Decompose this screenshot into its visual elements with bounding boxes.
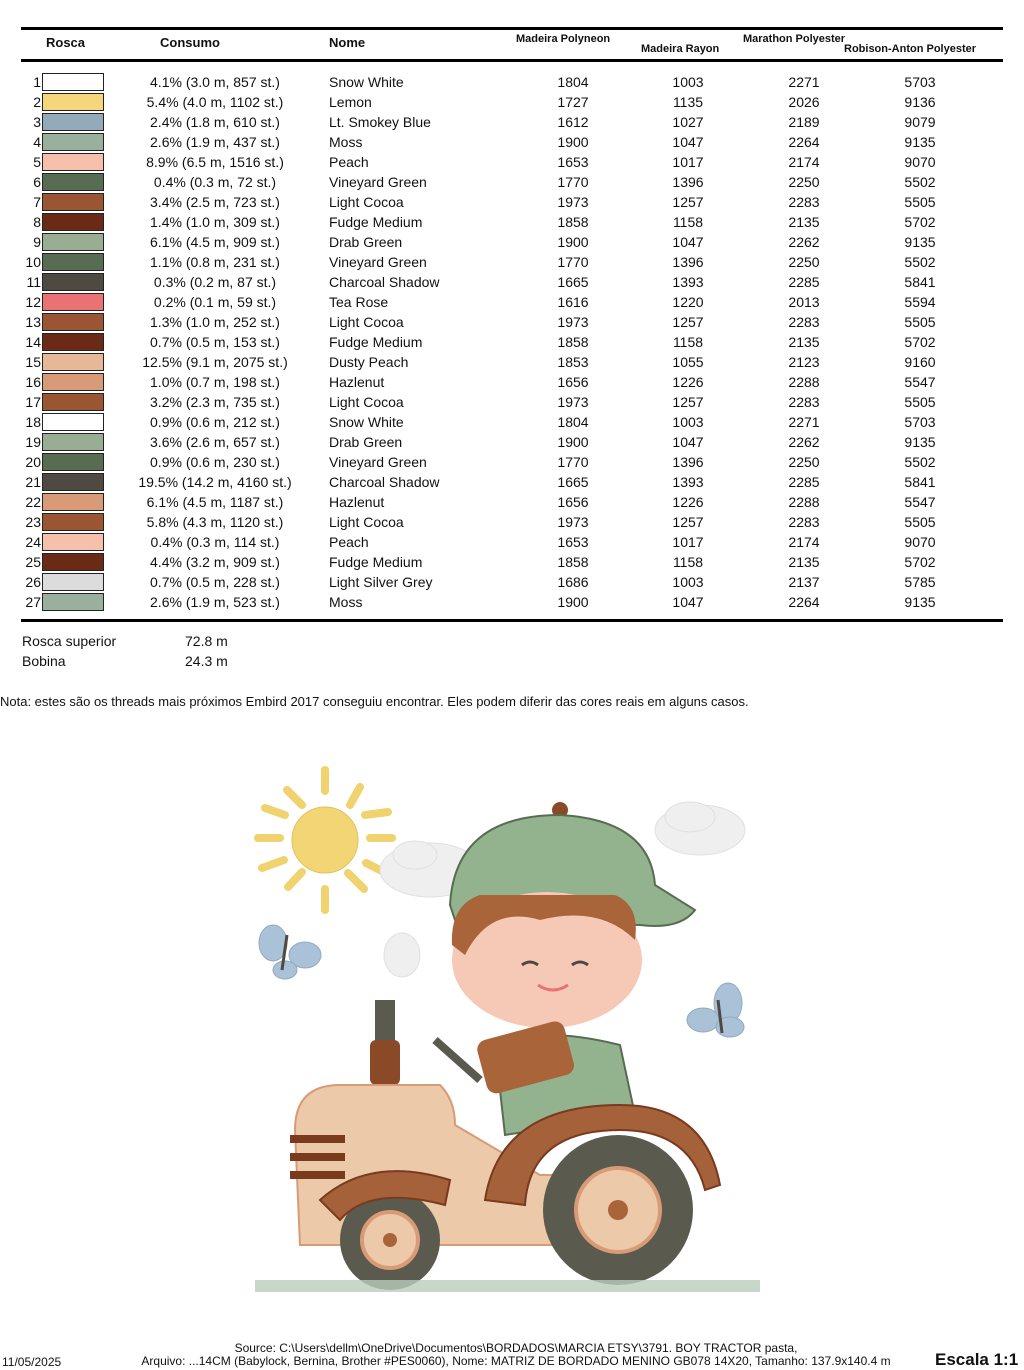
robison-anton-code: 9070 xyxy=(904,534,936,550)
madeira-rayon-code: 1257 xyxy=(672,194,704,210)
table-row xyxy=(0,592,1024,612)
thread-number: 5 xyxy=(33,154,41,170)
marathon-polyester-code: 2285 xyxy=(788,274,820,290)
table-row xyxy=(0,512,1024,532)
robison-anton-code: 9079 xyxy=(904,114,936,130)
table-row xyxy=(0,392,1024,412)
thread-number: 25 xyxy=(25,554,41,570)
thread-number: 10 xyxy=(25,254,41,270)
madeira-rayon-code: 1257 xyxy=(672,514,704,530)
madeira-rayon-code: 1396 xyxy=(672,254,704,270)
color-swatch xyxy=(42,493,104,511)
robison-anton-code: 5841 xyxy=(904,274,936,290)
color-swatch xyxy=(42,453,104,471)
madeira-rayon-code: 1047 xyxy=(672,594,704,610)
marathon-polyester-code: 2283 xyxy=(788,194,820,210)
thread-number: 12 xyxy=(25,294,41,310)
color-swatch xyxy=(42,173,104,191)
madeira-rayon-code: 1226 xyxy=(672,374,704,390)
source-path: Source: C:\Users\dellm\OneDrive\Documentos\BORDADOS\MARCIA ETSY\3791. BOY TRACTOR pasta, xyxy=(234,1341,798,1355)
madeira-polyneon-code: 1973 xyxy=(557,514,589,530)
color-swatch xyxy=(42,73,104,91)
header-nome: Nome xyxy=(329,35,366,50)
header-rosca: Rosca xyxy=(46,35,86,50)
thread-name: Moss xyxy=(329,594,363,610)
table-row xyxy=(0,372,1024,392)
table-row xyxy=(0,472,1024,492)
madeira-polyneon-code: 1900 xyxy=(557,134,589,150)
table-row xyxy=(0,172,1024,192)
madeira-rayon-code: 1393 xyxy=(672,474,704,490)
madeira-polyneon-code: 1858 xyxy=(557,214,589,230)
color-swatch xyxy=(42,433,104,451)
thread-consumption: 3.2% (2.3 m, 735 st.) xyxy=(150,394,280,410)
thread-number: 7 xyxy=(33,194,41,210)
thread-consumption: 6.1% (4.5 m, 909 st.) xyxy=(150,234,280,250)
madeira-polyneon-code: 1900 xyxy=(557,434,589,450)
madeira-rayon-code: 1047 xyxy=(672,434,704,450)
thread-consumption: 3.6% (2.6 m, 657 st.) xyxy=(150,434,280,450)
madeira-rayon-code: 1393 xyxy=(672,274,704,290)
table-row xyxy=(0,112,1024,132)
thread-number: 9 xyxy=(33,234,41,250)
butterfly-icon xyxy=(259,925,321,979)
thread-name: Vineyard Green xyxy=(329,454,427,470)
header-robison-anton-polyester: Robison-Anton Polyester xyxy=(844,43,977,55)
madeira-rayon-code: 1158 xyxy=(672,334,704,350)
madeira-polyneon-code: 1900 xyxy=(557,234,589,250)
robison-anton-code: 9070 xyxy=(904,154,936,170)
madeira-polyneon-code: 1612 xyxy=(557,114,589,130)
madeira-polyneon-code: 1858 xyxy=(557,334,589,350)
robison-anton-code: 5703 xyxy=(904,414,936,430)
thread-consumption: 12.5% (9.1 m, 2075 st.) xyxy=(142,354,288,370)
madeira-rayon-code: 1017 xyxy=(672,154,704,170)
table-row xyxy=(0,572,1024,592)
thread-consumption: 0.4% (0.3 m, 114 st.) xyxy=(150,534,280,550)
table-row xyxy=(0,92,1024,112)
color-disclaimer-note: Nota: estes são os threads mais próximos Embird 2017 conseguiu encontrar. Eles podem diferir das cores reais em alguns casos. xyxy=(0,694,749,709)
robison-anton-code: 5547 xyxy=(904,374,936,390)
thread-number: 22 xyxy=(25,494,41,510)
table-row xyxy=(0,352,1024,372)
madeira-polyneon-code: 1858 xyxy=(557,554,589,570)
thread-name: Fudge Medium xyxy=(329,214,423,230)
madeira-polyneon-code: 1656 xyxy=(557,494,589,510)
header-marathon-polyester: Marathon Polyester xyxy=(743,33,846,45)
thread-consumption: 6.1% (4.5 m, 1187 st.) xyxy=(146,494,284,510)
thread-number: 13 xyxy=(25,314,41,330)
madeira-polyneon-code: 1770 xyxy=(557,454,589,470)
madeira-rayon-code: 1003 xyxy=(672,414,704,430)
thread-consumption: 0.2% (0.1 m, 59 st.) xyxy=(153,294,277,310)
thread-consumption: 1.1% (0.8 m, 231 st.) xyxy=(150,254,280,270)
table-row xyxy=(0,432,1024,452)
color-swatch xyxy=(42,393,104,411)
madeira-rayon-code: 1257 xyxy=(672,394,704,410)
sun-icon xyxy=(258,770,392,910)
madeira-rayon-code: 1047 xyxy=(672,134,704,150)
robison-anton-code: 9135 xyxy=(904,594,936,610)
thread-name: Light Cocoa xyxy=(329,194,404,210)
madeira-polyneon-code: 1686 xyxy=(557,574,589,590)
marathon-polyester-code: 2264 xyxy=(788,134,820,150)
madeira-rayon-code: 1027 xyxy=(672,114,704,130)
color-swatch xyxy=(42,313,104,331)
thread-name: Dusty Peach xyxy=(329,354,409,370)
thread-number: 3 xyxy=(33,114,41,130)
madeira-polyneon-code: 1804 xyxy=(557,74,589,90)
thread-consumption: 2.6% (1.9 m, 523 st.) xyxy=(150,594,280,610)
madeira-rayon-code: 1017 xyxy=(672,534,704,550)
color-swatch xyxy=(42,373,104,391)
robison-anton-code: 5502 xyxy=(904,454,936,470)
thread-name: Drab Green xyxy=(329,234,403,250)
top-thread-value: 72.8 m xyxy=(185,633,228,649)
thread-consumption: 8.9% (6.5 m, 1516 st.) xyxy=(146,154,284,170)
thread-name: Fudge Medium xyxy=(329,334,423,350)
color-swatch xyxy=(42,473,104,491)
thread-name: Snow White xyxy=(329,414,404,430)
marathon-polyester-code: 2250 xyxy=(788,454,820,470)
thread-number: 24 xyxy=(25,534,41,550)
table-row xyxy=(0,312,1024,332)
butterfly-icon xyxy=(687,983,744,1037)
marathon-polyester-code: 2271 xyxy=(788,414,820,430)
thread-consumption: 19.5% (14.2 m, 4160 st.) xyxy=(138,474,292,490)
robison-anton-code: 9135 xyxy=(904,234,936,250)
robison-anton-code: 5702 xyxy=(904,554,936,570)
table-row xyxy=(0,232,1024,252)
marathon-polyester-code: 2174 xyxy=(788,154,820,170)
thread-consumption: 0.3% (0.2 m, 87 st.) xyxy=(153,274,277,290)
thread-number: 18 xyxy=(25,414,41,430)
madeira-rayon-code: 1396 xyxy=(672,174,704,190)
color-swatch xyxy=(42,213,104,231)
thread-name: Light Silver Grey xyxy=(329,574,433,590)
thread-number: 1 xyxy=(33,74,41,90)
thread-number: 19 xyxy=(25,434,41,450)
madeira-polyneon-code: 1853 xyxy=(557,354,589,370)
color-swatch xyxy=(42,593,104,611)
marathon-polyester-code: 2288 xyxy=(788,374,820,390)
thread-consumption: 2.4% (1.8 m, 610 st.) xyxy=(150,114,280,130)
madeira-polyneon-code: 1973 xyxy=(557,194,589,210)
madeira-polyneon-code: 1616 xyxy=(557,294,589,310)
robison-anton-code: 5502 xyxy=(904,174,936,190)
marathon-polyester-code: 2250 xyxy=(788,254,820,270)
thread-consumption: 0.7% (0.5 m, 153 st.) xyxy=(150,334,280,350)
marathon-polyester-code: 2135 xyxy=(788,214,820,230)
madeira-rayon-code: 1135 xyxy=(672,94,704,110)
table-row xyxy=(0,252,1024,272)
thread-consumption: 5.4% (4.0 m, 1102 st.) xyxy=(146,94,284,110)
thread-name: Fudge Medium xyxy=(329,554,423,570)
robison-anton-code: 5785 xyxy=(904,574,936,590)
marathon-polyester-code: 2135 xyxy=(788,334,820,350)
madeira-polyneon-code: 1973 xyxy=(557,394,589,410)
table-row xyxy=(0,212,1024,232)
thread-number: 20 xyxy=(25,454,41,470)
marathon-polyester-code: 2189 xyxy=(788,114,820,130)
thread-name: Lemon xyxy=(329,94,372,110)
marathon-polyester-code: 2013 xyxy=(788,294,820,310)
table-row xyxy=(0,132,1024,152)
madeira-polyneon-code: 1770 xyxy=(557,174,589,190)
thread-name: Charcoal Shadow xyxy=(329,474,440,490)
marathon-polyester-code: 2174 xyxy=(788,534,820,550)
marathon-polyester-code: 2285 xyxy=(788,474,820,490)
color-swatch xyxy=(42,133,104,151)
color-swatch xyxy=(42,253,104,271)
madeira-polyneon-code: 1653 xyxy=(557,154,589,170)
color-swatch xyxy=(42,333,104,351)
madeira-polyneon-code: 1900 xyxy=(557,594,589,610)
color-swatch xyxy=(42,573,104,591)
table-top-rule xyxy=(21,27,1003,30)
marathon-polyester-code: 2250 xyxy=(788,174,820,190)
thread-number: 11 xyxy=(26,274,41,290)
madeira-polyneon-code: 1973 xyxy=(557,314,589,330)
table-row xyxy=(0,292,1024,312)
thread-number: 2 xyxy=(33,94,41,110)
boy-figure xyxy=(450,802,695,1135)
thread-consumption: 0.4% (0.3 m, 72 st.) xyxy=(153,174,277,190)
color-swatch xyxy=(42,553,104,571)
thread-consumption: 1.4% (1.0 m, 309 st.) xyxy=(150,214,280,230)
thread-number: 26 xyxy=(25,574,41,590)
robison-anton-code: 9135 xyxy=(904,434,936,450)
table-row xyxy=(0,152,1024,172)
robison-anton-code: 9135 xyxy=(904,134,936,150)
robison-anton-code: 5702 xyxy=(904,334,936,350)
color-swatch xyxy=(42,233,104,251)
thread-name: Snow White xyxy=(329,74,404,90)
madeira-polyneon-code: 1653 xyxy=(557,534,589,550)
robison-anton-code: 5703 xyxy=(904,74,936,90)
madeira-rayon-code: 1003 xyxy=(672,74,704,90)
robison-anton-code: 9160 xyxy=(904,354,936,370)
scale-label: Escala 1:1 xyxy=(935,1350,1019,1369)
thread-number: 21 xyxy=(25,474,41,490)
thread-consumption: 1.0% (0.7 m, 198 st.) xyxy=(150,374,280,390)
thread-name: Tea Rose xyxy=(329,294,389,310)
header-madeira-rayon: Madeira Rayon xyxy=(641,43,720,55)
marathon-polyester-code: 2026 xyxy=(788,94,820,110)
marathon-polyester-code: 2288 xyxy=(788,494,820,510)
thread-consumption: 4.4% (3.2 m, 909 st.) xyxy=(150,554,280,570)
thread-name: Vineyard Green xyxy=(329,254,427,270)
marathon-polyester-code: 2264 xyxy=(788,594,820,610)
madeira-rayon-code: 1257 xyxy=(672,314,704,330)
thread-number: 4 xyxy=(33,134,41,150)
marathon-polyester-code: 2135 xyxy=(788,554,820,570)
thread-consumption: 5.8% (4.3 m, 1120 st.) xyxy=(146,514,284,530)
bobbin-total xyxy=(22,653,322,673)
marathon-polyester-code: 2262 xyxy=(788,434,820,450)
thread-number: 23 xyxy=(25,514,41,530)
madeira-rayon-code: 1055 xyxy=(672,354,704,370)
robison-anton-code: 5502 xyxy=(904,254,936,270)
color-swatch xyxy=(42,533,104,551)
embroidery-design-preview xyxy=(240,755,780,1305)
thread-name: Light Cocoa xyxy=(329,314,404,330)
robison-anton-code: 5505 xyxy=(904,194,936,210)
color-swatch xyxy=(42,93,104,111)
thread-consumption: 3.4% (2.5 m, 723 st.) xyxy=(150,194,280,210)
color-swatch xyxy=(42,193,104,211)
color-swatch xyxy=(42,153,104,171)
table-row xyxy=(0,192,1024,212)
madeira-polyneon-code: 1665 xyxy=(557,474,589,490)
header-consumo: Consumo xyxy=(160,35,220,50)
thread-number: 17 xyxy=(25,394,41,410)
table-row xyxy=(0,412,1024,432)
thread-name: Lt. Smokey Blue xyxy=(329,114,431,130)
madeira-polyneon-code: 1727 xyxy=(557,94,589,110)
thread-consumption: 2.6% (1.9 m, 437 st.) xyxy=(150,134,280,150)
marathon-polyester-code: 2283 xyxy=(788,314,820,330)
robison-anton-code: 5505 xyxy=(904,394,936,410)
marathon-polyester-code: 2283 xyxy=(788,514,820,530)
bobbin-label: Bobina xyxy=(22,653,66,669)
thread-name: Hazlenut xyxy=(329,374,385,390)
thread-consumption: 0.9% (0.6 m, 212 st.) xyxy=(150,414,280,430)
thread-name: Vineyard Green xyxy=(329,174,427,190)
thread-name: Peach xyxy=(329,154,369,170)
robison-anton-code: 5505 xyxy=(904,514,936,530)
robison-anton-code: 5505 xyxy=(904,314,936,330)
grass xyxy=(255,1280,760,1292)
madeira-rayon-code: 1226 xyxy=(672,494,704,510)
marathon-polyester-code: 2137 xyxy=(788,574,820,590)
madeira-rayon-code: 1003 xyxy=(672,574,704,590)
file-details: Arquivo: ...14CM (Babylock, Bernina, Brother #PES0060), Nome: MATRIZ DE BORDADO MENINO GB078 14X20, Tamanho: 137.9x140.4 m xyxy=(141,1354,891,1368)
table-row xyxy=(0,332,1024,352)
marathon-polyester-code: 2262 xyxy=(788,234,820,250)
top-thread-label: Rosca superior xyxy=(22,633,117,649)
color-swatch xyxy=(42,113,104,131)
marathon-polyester-code: 2123 xyxy=(788,354,820,370)
color-swatch xyxy=(42,273,104,291)
thread-number: 16 xyxy=(25,374,41,390)
thread-number: 8 xyxy=(33,214,41,230)
madeira-polyneon-code: 1665 xyxy=(557,274,589,290)
robison-anton-code: 5841 xyxy=(904,474,936,490)
header-madeira-polyneon: Madeira Polyneon xyxy=(516,33,611,45)
bobbin-value: 24.3 m xyxy=(185,653,228,669)
print-date: 11/05/2025 xyxy=(2,1355,62,1369)
thread-consumption: 1.3% (1.0 m, 252 st.) xyxy=(150,314,280,330)
table-row xyxy=(0,272,1024,292)
thread-consumption: 4.1% (3.0 m, 857 st.) xyxy=(150,74,280,90)
thread-name: Hazlenut xyxy=(329,494,385,510)
madeira-rayon-code: 1396 xyxy=(672,454,704,470)
table-row xyxy=(0,72,1024,92)
thread-rows xyxy=(0,72,1024,612)
color-swatch xyxy=(42,353,104,371)
thread-name: Light Cocoa xyxy=(329,514,404,530)
robison-anton-code: 5594 xyxy=(904,294,936,310)
thread-number: 6 xyxy=(33,174,41,190)
thread-consumption: 0.7% (0.5 m, 228 st.) xyxy=(150,574,280,590)
thread-number: 14 xyxy=(25,334,41,350)
file-source-info xyxy=(106,1342,926,1368)
table-row xyxy=(0,452,1024,472)
marathon-polyester-code: 2283 xyxy=(788,394,820,410)
boy-tractor-illustration-icon xyxy=(240,755,780,1305)
marathon-polyester-code: 2271 xyxy=(788,74,820,90)
color-swatch xyxy=(42,293,104,311)
table-row xyxy=(0,532,1024,552)
madeira-rayon-code: 1158 xyxy=(672,214,704,230)
thread-number: 15 xyxy=(25,354,41,370)
thread-totals xyxy=(22,633,322,673)
table-row xyxy=(0,492,1024,512)
robison-anton-code: 5702 xyxy=(904,214,936,230)
color-swatch xyxy=(42,513,104,531)
color-swatch xyxy=(42,413,104,431)
thread-number: 27 xyxy=(25,594,41,610)
thread-consumption: 0.9% (0.6 m, 230 st.) xyxy=(150,454,280,470)
top-thread-total xyxy=(22,633,322,653)
thread-name: Moss xyxy=(329,134,363,150)
robison-anton-code: 9136 xyxy=(904,94,936,110)
thread-name: Charcoal Shadow xyxy=(329,274,440,290)
madeira-rayon-code: 1220 xyxy=(672,294,704,310)
table-bottom-rule xyxy=(21,619,1003,622)
madeira-rayon-code: 1047 xyxy=(672,234,704,250)
thread-name: Peach xyxy=(329,534,369,550)
madeira-polyneon-code: 1770 xyxy=(557,254,589,270)
thread-name: Drab Green xyxy=(329,434,403,450)
table-header-rule xyxy=(21,59,1003,62)
robison-anton-code: 5547 xyxy=(904,494,936,510)
madeira-polyneon-code: 1804 xyxy=(557,414,589,430)
table-row xyxy=(0,552,1024,572)
madeira-rayon-code: 1158 xyxy=(672,554,704,570)
madeira-polyneon-code: 1656 xyxy=(557,374,589,390)
thread-name: Light Cocoa xyxy=(329,394,404,410)
